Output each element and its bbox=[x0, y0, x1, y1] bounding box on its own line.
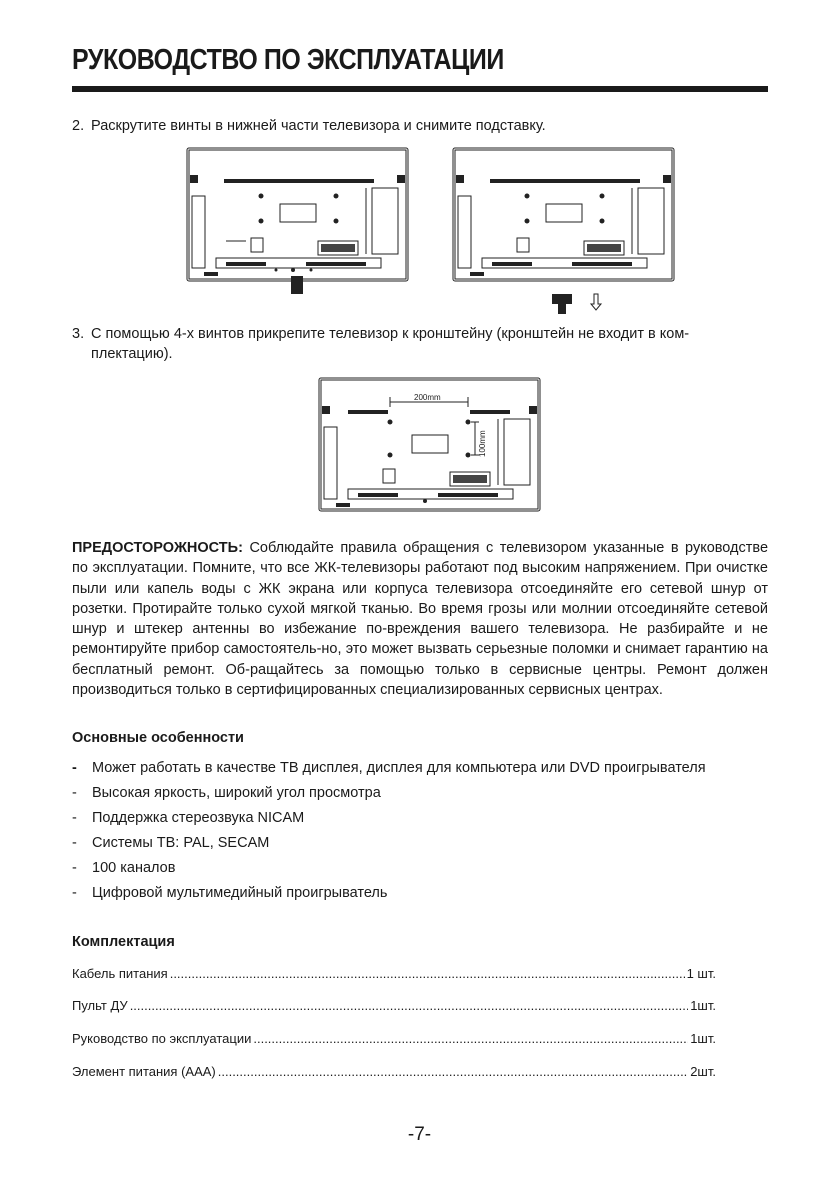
caution-label: ПРЕДОСТОРОЖНОСТЬ: bbox=[72, 540, 243, 556]
dimension-horizontal-label: 200mm bbox=[414, 393, 441, 402]
dimension-vertical-label: 100mm bbox=[478, 430, 487, 457]
caution-paragraph bbox=[72, 538, 768, 700]
kit-item: Элемент питания (AAA) ..... 2шт. bbox=[72, 1064, 716, 1079]
caution-text: Соблюдайте правила обращения с телевизором указанные в руководстве по эксплуатации. Помните, что все ЖК-телевизоры работают под высоким напряжением. При очистке пыли или капель воды с ЖК экрана или корпуса телевизора отсоединяйте его сетевой шнур от розетки. Протирайте только сухой мягкой тканью. Во время грозы или молнии отсоединяйте сетевой шнур и штекер антенны во избежание по-вреждения вашего телевизора. Не разбирайте и не ремонтируйте прибор самостоятель-но, это может вызвать серьезные поломки и снимает гарантию на бесплатный ремонт. Об-ращайтесь за помощью только в сервисные центры. Ремонт должен производиться только в сертифицированных специализированных сервисных центрах. bbox=[72, 540, 769, 699]
step-text: Раскрутите винты в нижней части телевизора и снимите подставку. bbox=[91, 118, 546, 134]
tv-back-stand-removed-diagram bbox=[452, 146, 676, 316]
step-text-line2: плектацию). bbox=[91, 346, 173, 362]
tv-back-with-stand-diagram bbox=[186, 146, 410, 296]
page-number: -7- bbox=[407, 1124, 432, 1145]
step-number: 2. bbox=[72, 118, 85, 134]
kit-item: Кабель питания ..... 1 шт. bbox=[72, 966, 716, 981]
kit-item: Руководство по эксплуатации ..... 1шт. bbox=[72, 1031, 716, 1046]
page-title: РУКОВОДСТВО ПО ЭКСПЛУАТАЦИИ bbox=[72, 44, 504, 76]
kit-item: Пульт ДУ ..... 1шт. bbox=[72, 998, 716, 1013]
wall-mount-dimension-diagram bbox=[318, 377, 542, 513]
step-number: 3. bbox=[72, 326, 85, 342]
step-text-line1: С помощью 4-х винтов прикрепите телевизор к кронштейну (кронштейн не входит в ком- bbox=[91, 326, 690, 342]
features-heading: Основные особенности bbox=[72, 730, 244, 746]
title-rule bbox=[72, 86, 768, 92]
kit-heading: Комплектация bbox=[72, 934, 175, 950]
